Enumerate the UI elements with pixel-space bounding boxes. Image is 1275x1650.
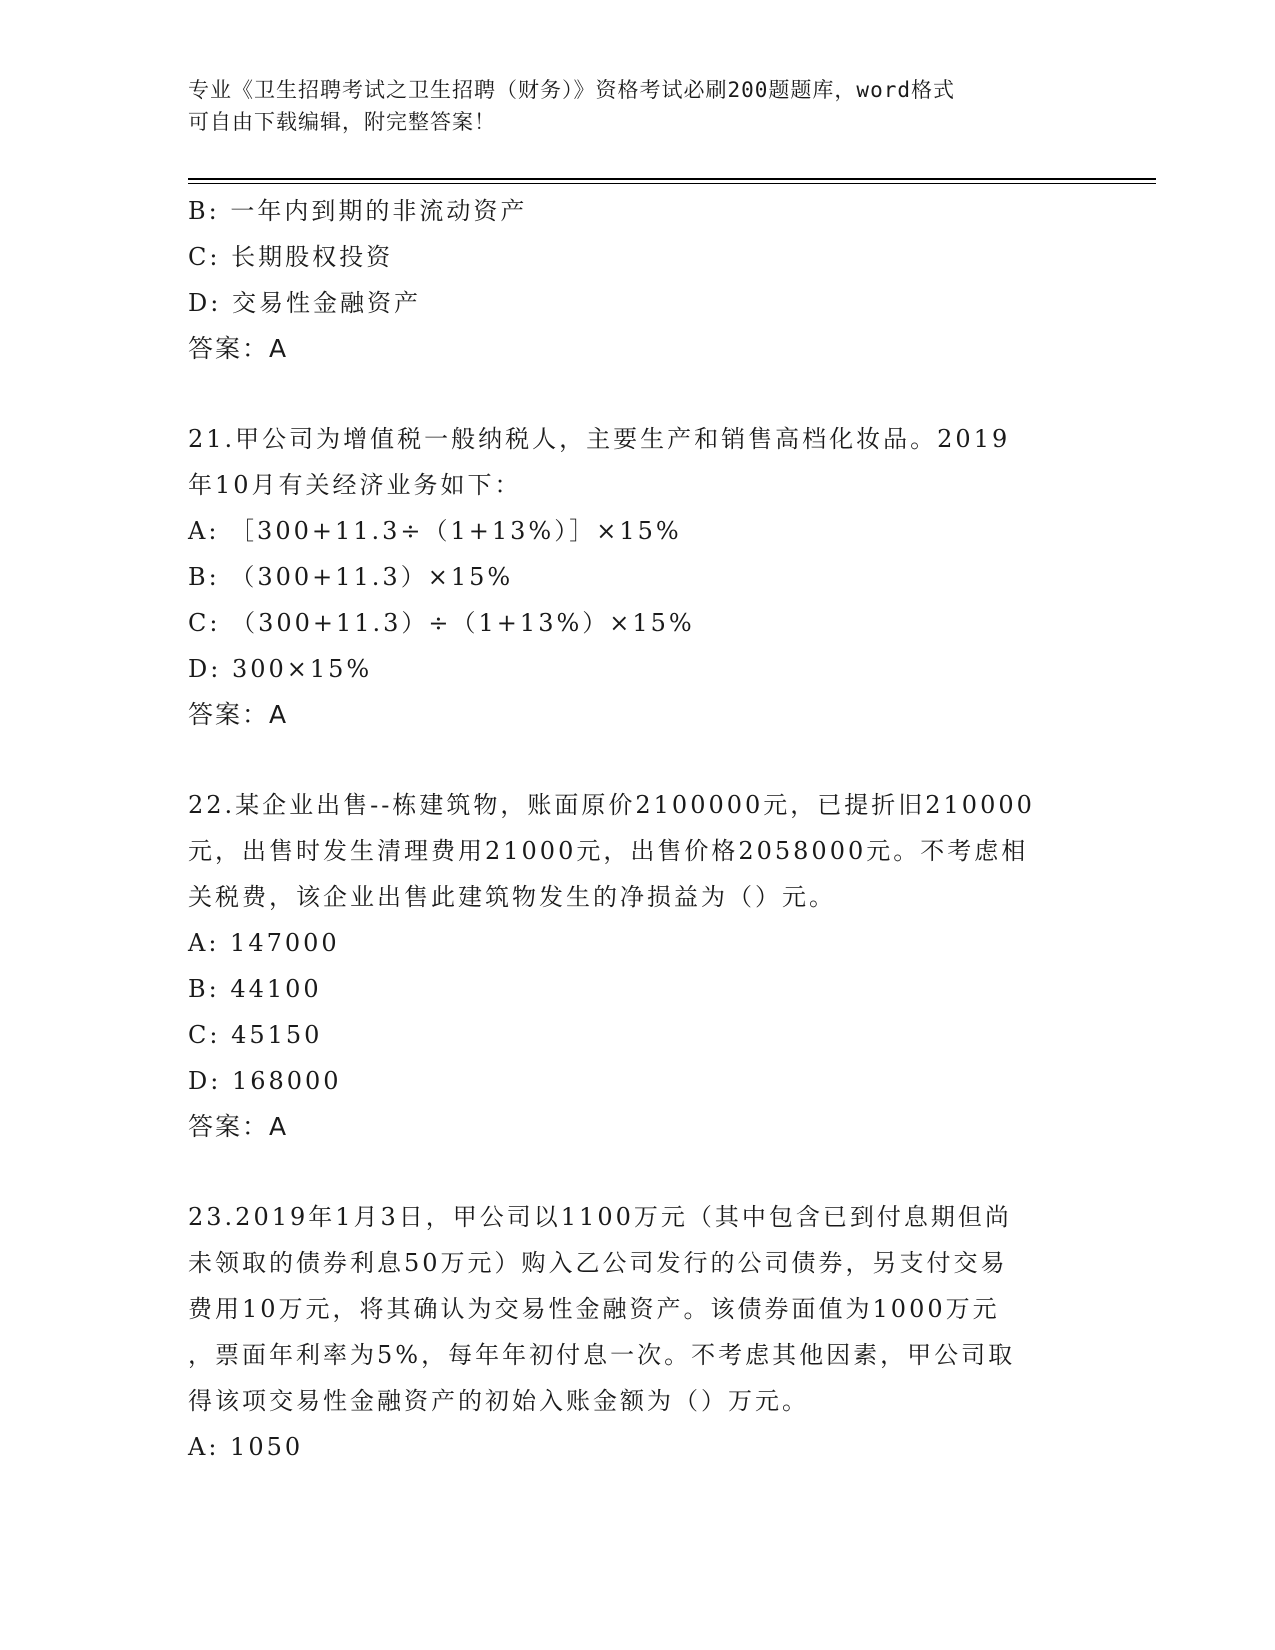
document-header [188,74,1068,138]
question-stem-line: 关税费，该企业出售此建筑物发生的净损益为（）元。 [188,883,836,911]
option-b: B: 44100 [188,975,322,1003]
option-a: A: 1050 [188,1433,304,1461]
question-stem-line: 年10月有关经济业务如下： [188,471,522,499]
option-c: C: 45150 [188,1021,323,1049]
question-23 [188,1194,1088,1470]
answer-line: 答案：A [188,1112,289,1141]
question-stem-line: 元，出售时发生清理费用21000元，出售价格2058000元。不考虑相 [188,837,1029,865]
header-divider-thin [188,183,1156,184]
option-d: D: 交易性金融资产 [188,289,421,317]
spacer [188,372,1088,416]
option-c: C: （300+11.3）÷（1+13%）×15% [188,609,695,637]
question-stem-line: 得该项交易性金融资产的初始入账金额为（）万元。 [188,1387,809,1415]
header-divider-thick [188,178,1156,180]
spacer [188,1150,1088,1194]
header-line-2: 可自由下载编辑，附完整答案！ [188,110,496,134]
question-stem-line: 23.2019年1月3日，甲公司以1100万元（其中包含已到付息期但尚 [188,1203,1012,1231]
answer-line: 答案：A [188,334,289,363]
question-content [188,188,1088,1470]
question-stem-line: 22.某企业出售--栋建筑物，账面原价2100000元，已提折旧210000 [188,791,1035,819]
header-line-1: 专业《卫生招聘考试之卫生招聘（财务）》资格考试必刷200题题库，word格式 [188,78,955,102]
option-a: A: ［300+11.3÷（1+13%）］×15% [188,517,682,545]
question-stem-line: 21.甲公司为增值税一般纳税人，主要生产和销售高档化妆品。2019 [188,425,1011,453]
option-b: B: （300+11.3）×15% [188,563,514,591]
question-22 [188,782,1088,1150]
question-stem-line: ，票面年利率为5%，每年年初付息一次。不考虑其他因素，甲公司取 [188,1341,1016,1369]
option-d: D: 300×15% [188,655,373,683]
question-stem-line: 未领取的债券利息50万元）购入乙公司发行的公司债券，另支付交易 [188,1249,1008,1277]
question-stem-line: 费用10万元，将其确认为交易性金融资产。该债券面值为1000万元 [188,1295,1000,1323]
option-d: D: 168000 [188,1067,342,1095]
spacer [188,738,1088,782]
answer-line: 答案：A [188,700,289,729]
option-c: C: 长期股权投资 [188,243,394,271]
option-b: B: 一年内到期的非流动资产 [188,197,528,225]
question-21 [188,416,1088,738]
option-a: A: 147000 [188,929,340,957]
prev-question-block [188,188,1088,372]
